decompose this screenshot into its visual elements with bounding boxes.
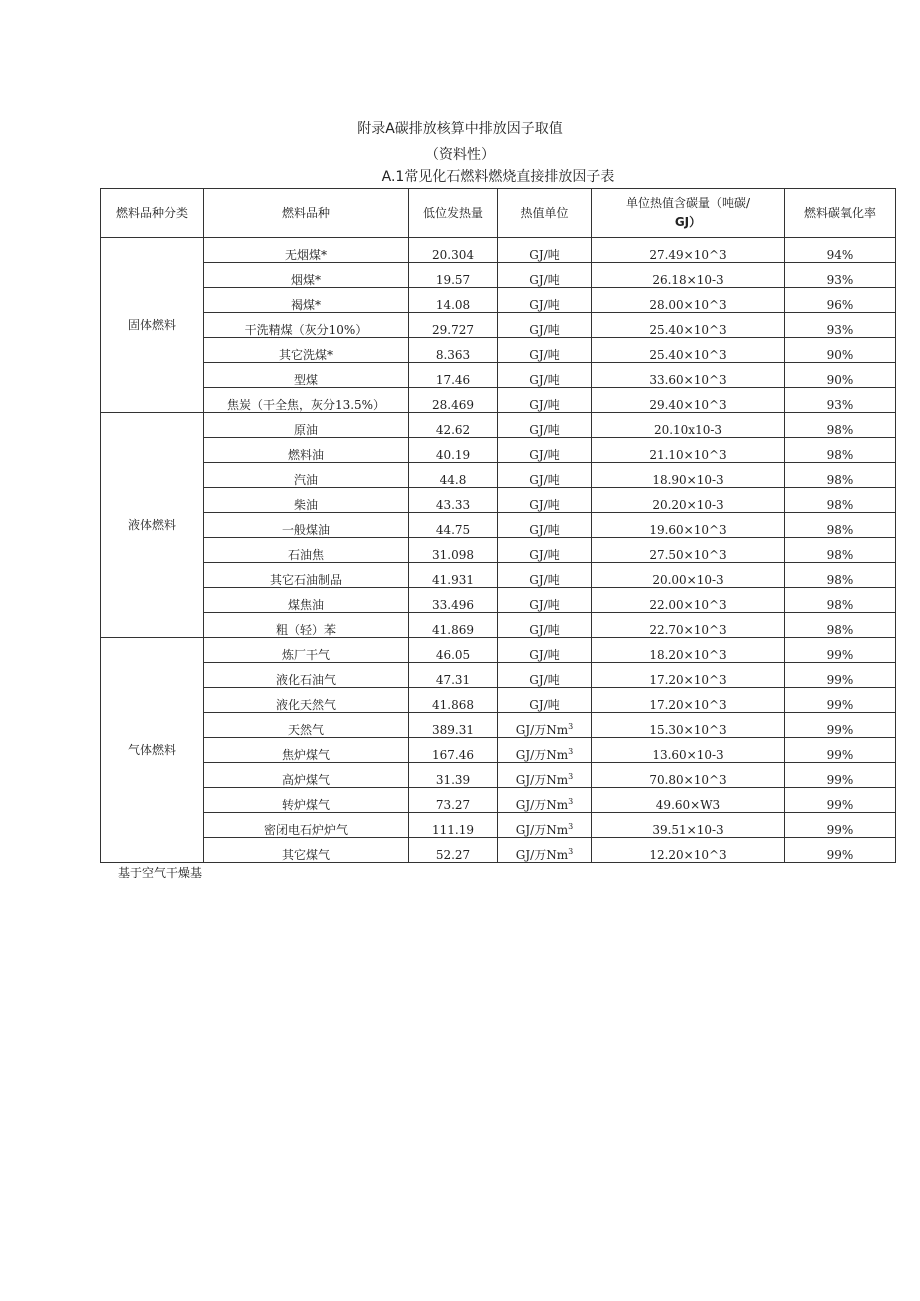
heat-unit-cell: GJ/吨 [498, 413, 592, 438]
heat-unit-cell: GJ/吨 [498, 613, 592, 638]
appendix-subtitle: （资料性） [425, 147, 495, 163]
oxidation-rate-cell: 99% [785, 713, 896, 738]
carbon-content-cell: 17.20×10^3 [592, 663, 785, 688]
fuel-name-cell: 液化石油气 [204, 663, 409, 688]
table-row [101, 563, 896, 588]
oxidation-rate-cell: 94% [785, 238, 896, 263]
oxidation-rate-cell: 93% [785, 263, 896, 288]
table-body [101, 238, 896, 863]
oxidation-rate-cell: 99% [785, 763, 896, 788]
fuel-name-cell: 型煤 [204, 363, 409, 388]
heat-value-cell: 29.727 [409, 313, 498, 338]
fuel-name-cell: 煤焦油 [204, 588, 409, 613]
table-row [101, 488, 896, 513]
table-header-row [101, 189, 896, 238]
table-caption: A.1常见化石燃料燃烧直接排放因子表 [381, 169, 615, 185]
heat-value-cell: 47.31 [409, 663, 498, 688]
oxidation-rate-cell: 90% [785, 363, 896, 388]
table-row [101, 788, 896, 813]
heat-unit-cell: GJ/吨 [498, 463, 592, 488]
carbon-content-cell: 25.40×10^3 [592, 313, 785, 338]
oxidation-rate-cell: 98% [785, 538, 896, 563]
table-row [101, 663, 896, 688]
carbon-content-cell: 18.20×10^3 [592, 638, 785, 663]
carbon-content-cell: 19.60×10^3 [592, 513, 785, 538]
carbon-content-cell: 20.00×10-3 [592, 563, 785, 588]
oxidation-rate-cell: 99% [785, 813, 896, 838]
fuel-name-cell: 干洗精煤（灰分10%） [204, 313, 409, 338]
heat-value-cell: 73.27 [409, 788, 498, 813]
fuel-name-cell: 高炉煤气 [204, 763, 409, 788]
heat-value-cell: 19.57 [409, 263, 498, 288]
heat-value-cell: 46.05 [409, 638, 498, 663]
oxidation-rate-cell: 99% [785, 788, 896, 813]
heat-value-cell: 14.08 [409, 288, 498, 313]
carbon-content-cell: 27.49×10^3 [592, 238, 785, 263]
oxidation-rate-cell: 98% [785, 613, 896, 638]
table-row [101, 338, 896, 363]
heat-value-cell: 28.469 [409, 388, 498, 413]
fuel-name-cell: 天然气 [204, 713, 409, 738]
fuel-name-cell: 密闭电石炉炉气 [204, 813, 409, 838]
table-row [101, 438, 896, 463]
heat-unit-cell: GJ/吨 [498, 388, 592, 413]
fuel-name-cell: 燃料油 [204, 438, 409, 463]
heat-unit-cell: GJ/吨 [498, 513, 592, 538]
heat-unit-cell: GJ/吨 [498, 538, 592, 563]
heat-value-cell: 41.869 [409, 613, 498, 638]
heat-unit-cell: GJ/万Nm$^3$ [498, 788, 592, 813]
heat-value-cell: 167.46 [409, 738, 498, 763]
heat-value-cell: 44.8 [409, 463, 498, 488]
header-fuel: 燃料品种 [204, 189, 409, 238]
oxidation-rate-cell: 93% [785, 388, 896, 413]
carbon-content-cell: 17.20×10^3 [592, 688, 785, 713]
table-row [101, 813, 896, 838]
fuel-name-cell: 烟煤* [204, 263, 409, 288]
oxidation-rate-cell: 93% [785, 313, 896, 338]
table-row [101, 388, 896, 413]
fuel-name-cell: 褐煤* [204, 288, 409, 313]
heat-unit-cell: GJ/吨 [498, 488, 592, 513]
heat-value-cell: 42.62 [409, 413, 498, 438]
heat-unit-cell: GJ/万Nm$^3$ [498, 813, 592, 838]
fuel-name-cell: 其它洗煤* [204, 338, 409, 363]
table-row [101, 413, 896, 438]
heat-value-cell: 52.27 [409, 838, 498, 863]
heat-value-cell: 20.304 [409, 238, 498, 263]
heat-value-cell: 17.46 [409, 363, 498, 388]
oxidation-rate-cell: 98% [785, 588, 896, 613]
heat-value-cell: 8.363 [409, 338, 498, 363]
table-row [101, 838, 896, 863]
heat-unit-cell: GJ/万Nm$^3$ [498, 763, 592, 788]
heat-value-cell: 41.931 [409, 563, 498, 588]
heat-unit-cell: GJ/吨 [498, 588, 592, 613]
heat-unit-cell: GJ/吨 [498, 438, 592, 463]
header-oxidation: 燃料碳氧化率 [785, 189, 896, 238]
heat-unit-cell: GJ/万Nm$^3$ [498, 838, 592, 863]
fuel-name-cell: 一般煤油 [204, 513, 409, 538]
fuel-name-cell: 汽油 [204, 463, 409, 488]
heat-unit-cell: GJ/吨 [498, 663, 592, 688]
heat-value-cell: 389.31 [409, 713, 498, 738]
table-row [101, 363, 896, 388]
oxidation-rate-cell: 99% [785, 663, 896, 688]
table-row [101, 763, 896, 788]
carbon-content-cell: 18.90×10-3 [592, 463, 785, 488]
table-row [101, 513, 896, 538]
carbon-content-cell: 27.50×10^3 [592, 538, 785, 563]
fuel-name-cell: 焦炭（干全焦，灰分13.5%） [204, 388, 409, 413]
carbon-content-cell: 29.40×10^3 [592, 388, 785, 413]
header-heat-value: 低位发热量 [409, 189, 498, 238]
fuel-name-cell: 炼厂干气 [204, 638, 409, 663]
table-row [101, 313, 896, 338]
table-row [101, 463, 896, 488]
heat-value-cell: 31.098 [409, 538, 498, 563]
heat-unit-cell: GJ/吨 [498, 288, 592, 313]
carbon-content-cell: 33.60×10^3 [592, 363, 785, 388]
appendix-title: 附录A碳排放核算中排放因子取值 [357, 121, 563, 137]
carbon-content-cell: 26.18×10-3 [592, 263, 785, 288]
header-carbon-line1: 单位热值含碳量（吨碳/ [625, 196, 751, 210]
oxidation-rate-cell: 98% [785, 463, 896, 488]
carbon-content-cell: 20.10x10-3 [592, 413, 785, 438]
oxidation-rate-cell: 98% [785, 438, 896, 463]
carbon-content-cell: 21.10×10^3 [592, 438, 785, 463]
oxidation-rate-cell: 98% [785, 513, 896, 538]
oxidation-rate-cell: 90% [785, 338, 896, 363]
header-category: 燃料品种分类 [101, 189, 204, 238]
heat-unit-cell: GJ/吨 [498, 238, 592, 263]
emission-factor-table [100, 188, 896, 863]
header-carbon-line2: GJ） [674, 215, 702, 229]
fuel-name-cell: 柴油 [204, 488, 409, 513]
fuel-name-cell: 液化天然气 [204, 688, 409, 713]
table-row [101, 263, 896, 288]
carbon-content-cell: 15.30×10^3 [592, 713, 785, 738]
heat-value-cell: 111.19 [409, 813, 498, 838]
carbon-content-cell: 20.20×10-3 [592, 488, 785, 513]
carbon-content-cell: 70.80×10^3 [592, 763, 785, 788]
heat-unit-cell: GJ/吨 [498, 263, 592, 288]
carbon-content-cell: 39.51×10-3 [592, 813, 785, 838]
oxidation-rate-cell: 98% [785, 563, 896, 588]
heat-unit-cell: GJ/吨 [498, 563, 592, 588]
carbon-content-cell: 22.00×10^3 [592, 588, 785, 613]
table-row [101, 638, 896, 663]
heat-value-cell: 44.75 [409, 513, 498, 538]
table-row [101, 688, 896, 713]
fuel-name-cell: 其它石油制品 [204, 563, 409, 588]
fuel-category-cell: 固体燃料 [101, 238, 204, 413]
heat-value-cell: 41.868 [409, 688, 498, 713]
fuel-name-cell: 无烟煤* [204, 238, 409, 263]
heat-unit-cell: GJ/吨 [498, 363, 592, 388]
fuel-name-cell: 石油焦 [204, 538, 409, 563]
fuel-name-cell: 其它煤气 [204, 838, 409, 863]
carbon-content-cell: 49.60×W3 [592, 788, 785, 813]
heat-unit-cell: GJ/吨 [498, 338, 592, 363]
carbon-content-cell: 22.70×10^3 [592, 613, 785, 638]
carbon-content-cell: 13.60×10-3 [592, 738, 785, 763]
fuel-name-cell: 原油 [204, 413, 409, 438]
fuel-name-cell: 转炉煤气 [204, 788, 409, 813]
fuel-name-cell: 粗（轻）苯 [204, 613, 409, 638]
heat-value-cell: 43.33 [409, 488, 498, 513]
oxidation-rate-cell: 96% [785, 288, 896, 313]
oxidation-rate-cell: 99% [785, 738, 896, 763]
footnote: 基于空气干燥基 [118, 866, 203, 880]
fuel-category-cell: 气体燃料 [101, 638, 204, 863]
table-row [101, 588, 896, 613]
heat-value-cell: 40.19 [409, 438, 498, 463]
carbon-content-cell: 28.00×10^3 [592, 288, 785, 313]
heat-unit-cell: GJ/万Nm$^3$ [498, 713, 592, 738]
header-unit: 热值单位 [498, 189, 592, 238]
fuel-name-cell: 焦炉煤气 [204, 738, 409, 763]
oxidation-rate-cell: 98% [785, 413, 896, 438]
header-carbon-content [592, 189, 785, 238]
table-row [101, 613, 896, 638]
table-row [101, 538, 896, 563]
heat-value-cell: 33.496 [409, 588, 498, 613]
oxidation-rate-cell: 99% [785, 688, 896, 713]
heat-unit-cell: GJ/吨 [498, 313, 592, 338]
heat-unit-cell: GJ/吨 [498, 638, 592, 663]
oxidation-rate-cell: 99% [785, 638, 896, 663]
table-row [101, 288, 896, 313]
carbon-content-cell: 12.20×10^3 [592, 838, 785, 863]
carbon-content-cell: 25.40×10^3 [592, 338, 785, 363]
heat-value-cell: 31.39 [409, 763, 498, 788]
fuel-category-cell: 液体燃料 [101, 413, 204, 638]
heat-unit-cell: GJ/吨 [498, 688, 592, 713]
table-row [101, 238, 896, 263]
oxidation-rate-cell: 98% [785, 488, 896, 513]
heat-unit-cell: GJ/万Nm$^3$ [498, 738, 592, 763]
table-row [101, 713, 896, 738]
oxidation-rate-cell: 99% [785, 838, 896, 863]
table-row [101, 738, 896, 763]
